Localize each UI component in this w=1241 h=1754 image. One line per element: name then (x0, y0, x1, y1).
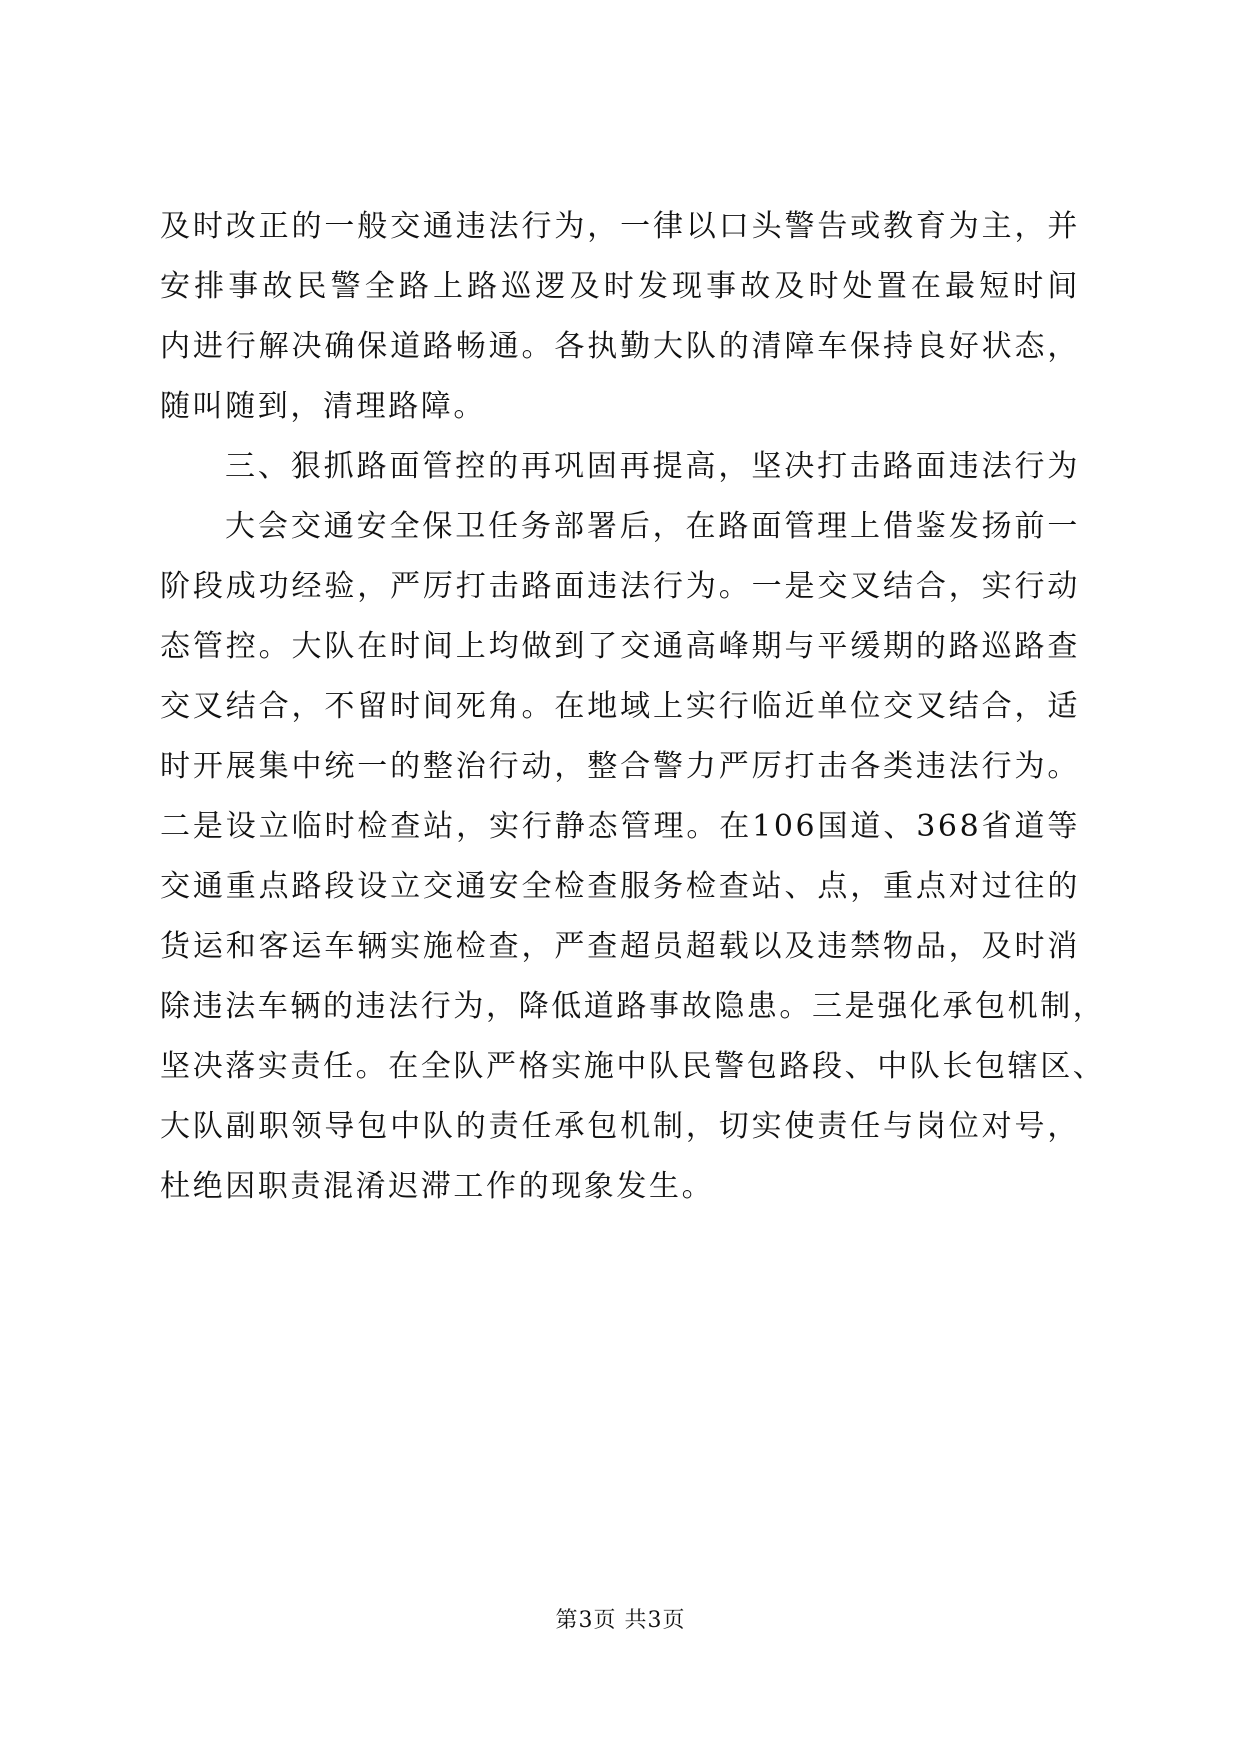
paragraph-line: 安排事故民警全路上路巡逻及时发现事故及时处置在最短时间 (160, 269, 1080, 304)
paragraph-line: 杜绝因职责混淆迟滞工作的现象发生。 (160, 1169, 715, 1204)
paragraph-line: 除违法车辆的违法行为，降低道路事故隐患。三是强化承包机制， (160, 989, 1106, 1024)
paragraph-line: 交通重点路段设立交通安全检查服务检查站、点，重点对过往的 (160, 869, 1080, 904)
paragraph-line: 交叉结合，不留时间死角。在地域上实行临近单位交叉结合，适 (160, 689, 1080, 724)
paragraph-line: 及时改正的一般交通违法行为，一律以口头警告或教育为主，并 (160, 209, 1080, 244)
paragraph-line: 阶段成功经验，严厉打击路面违法行为。一是交叉结合，实行动 (160, 569, 1080, 604)
paragraph-line: 态管控。大队在时间上均做到了交通高峰期与平缓期的路巡路查 (160, 629, 1080, 664)
paragraph-line: 坚决落实责任。在全队严格实施中队民警包路段、中队长包辖区、 (160, 1049, 1106, 1084)
paragraph-line: 二是设立临时检查站，实行静态管理。在106国道、368省道等 (160, 809, 1080, 844)
paragraph-line: 随叫随到，清理路障。 (160, 389, 486, 424)
paragraph-line: 内进行解决确保道路畅通。各执勤大队的清障车保持良好状态， (160, 329, 1080, 364)
paragraph-line: 大队副职领导包中队的责任承包机制，切实使责任与岗位对号， (160, 1109, 1080, 1144)
paragraph-line: 货运和客运车辆实施检查，严查超员超载以及违禁物品，及时消 (160, 929, 1080, 964)
paragraph-line: 时开展集中统一的整治行动，整合警力严厉打击各类违法行为。 (160, 749, 1080, 784)
section-heading: 三、狠抓路面管控的再巩固再提高，坚决打击路面违法行为 (225, 449, 1080, 484)
paragraph-line: 大会交通安全保卫任务部署后，在路面管理上借鉴发扬前一 (225, 509, 1080, 544)
page-number-footer: 第3页 共3页 (555, 1608, 686, 1633)
